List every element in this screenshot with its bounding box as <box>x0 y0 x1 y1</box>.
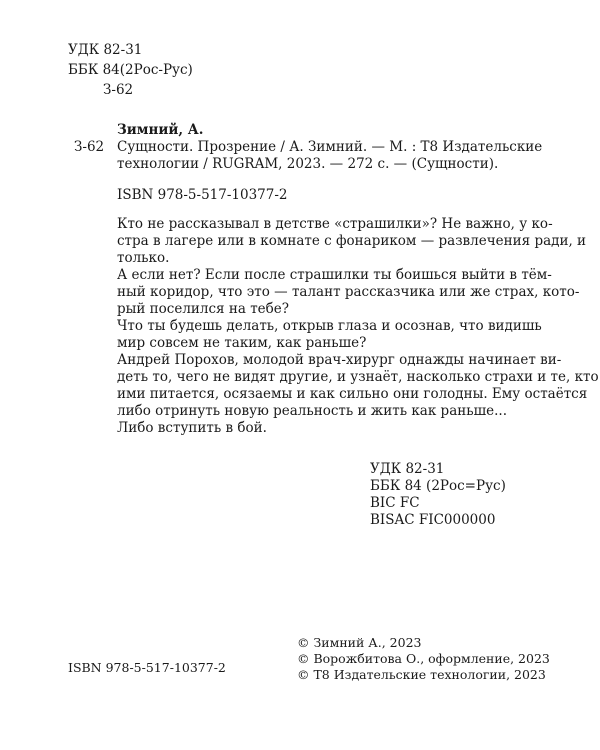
biblio-author: Зимний, А. <box>117 122 204 138</box>
annotation-line: Кто не рассказывал в детстве «страшилки»? Не важно, у ко- <box>117 216 553 232</box>
annotation-line: Что ты будешь делать, открыв глаза и осознав, что видишь <box>117 318 542 334</box>
annotation-line: Либо вступить в бой. <box>117 420 267 436</box>
class-udk: УДК 82-31 <box>370 461 445 477</box>
annotation-line: стра в лагере или в комнате с фонариком — развлечения ради, и <box>117 233 587 249</box>
isbn-footer: ISBN 978-5-517-10377-2 <box>68 660 226 675</box>
annotation-line: ими питается, осязаемы и как сильно они голодны. Ему остаётся <box>117 386 588 402</box>
header-author-sign: З-62 <box>103 82 134 98</box>
copyright-line: © Зимний А., 2023 <box>297 635 422 650</box>
annotation-line: деть то, чего не видят другие, и узнаёт, насколько страхи и те, кто <box>117 369 599 385</box>
biblio-sign: З-62 <box>74 139 105 155</box>
copyright-line: © Т8 Издательские технологии, 2023 <box>297 667 546 682</box>
biblio-line-2: технологии / RUGRAM, 2023. — 272 с. — (Сущности). <box>117 156 499 172</box>
biblio-line-1: Сущности. Прозрение / А. Зимний. — М. : Т8 Издательские <box>117 139 543 155</box>
annotation-line: только. <box>117 250 170 266</box>
annotation-line: ный коридор, что это — талант рассказчика или же страх, кото- <box>117 284 580 300</box>
annotation-line: рый поселился на тебе? <box>117 301 290 317</box>
isbn-main: ISBN 978-5-517-10377-2 <box>117 187 288 203</box>
class-bic: BIC FC <box>370 495 420 511</box>
class-bisac: BISAC FIC000000 <box>370 512 496 528</box>
copyright-line: © Ворожбитова О., оформление, 2023 <box>297 651 550 666</box>
annotation-line: Андрей Порохов, молодой врач-хирург однажды начинает ви- <box>117 352 562 368</box>
header-bbk: ББК 84(2Рос-Рус) <box>68 62 193 78</box>
annotation-line: мир совсем не таким, как раньше? <box>117 335 367 351</box>
annotation-line: либо отринуть новую реальность и жить как раньше... <box>117 403 508 419</box>
header-udk: УДК 82-31 <box>68 42 143 58</box>
annotation-line: А если нет? Если после страшилки ты боишься выйти в тём- <box>117 267 552 283</box>
class-bbk: ББК 84 (2Рос=Рус) <box>370 478 506 494</box>
